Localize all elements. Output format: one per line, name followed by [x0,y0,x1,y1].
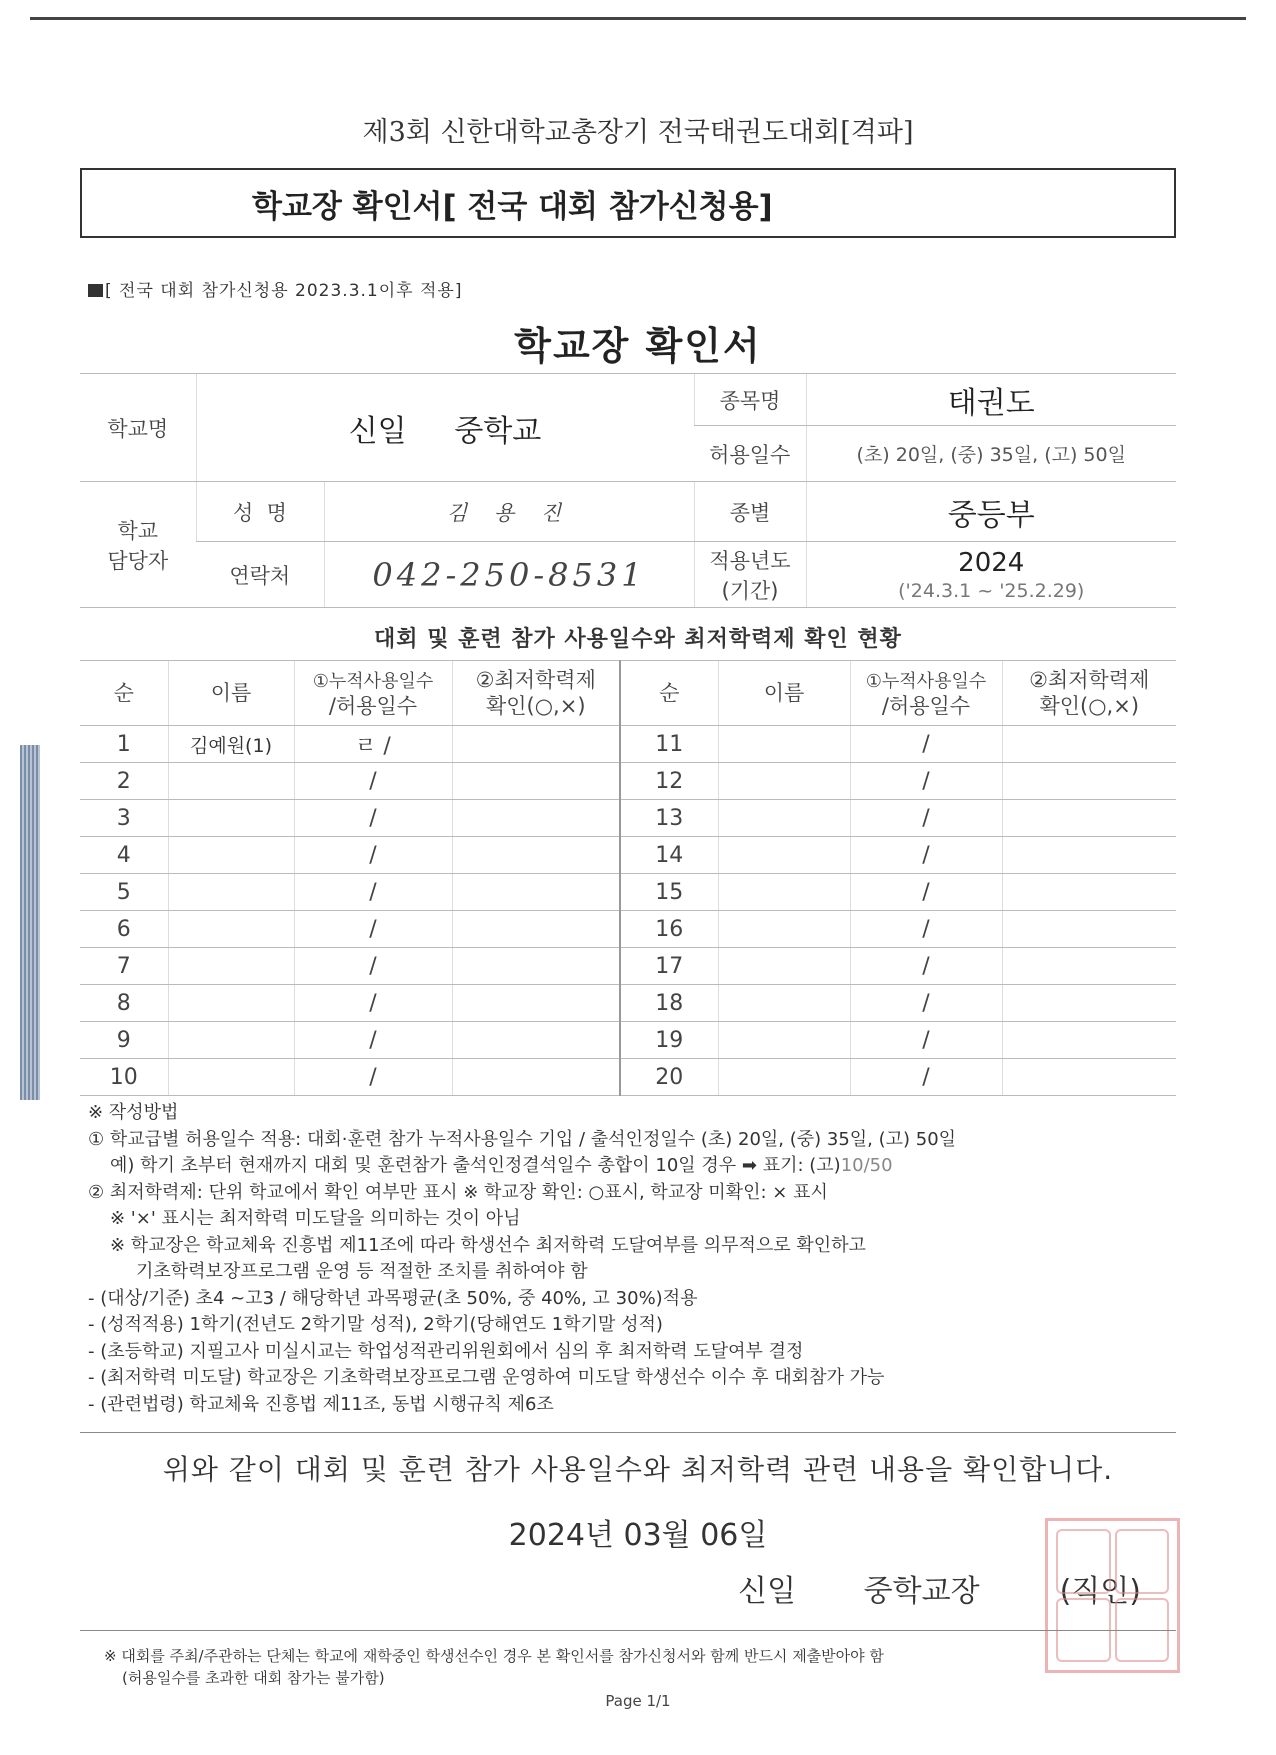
status-subtitle: 대회 및 훈련 참가 사용일수와 최저학력제 확인 현황 [374,627,902,652]
row-usage: / [294,948,452,985]
row-check [1002,726,1176,763]
guide-heading: ※ 작성방법 [88,1102,179,1123]
row-name [168,1059,294,1096]
roster-table [80,660,1176,1096]
signed-date: 2024년 03월 06일 [508,1518,768,1553]
check-header-line1: ②최저학력제 [475,667,596,692]
name-label: 성 명 [196,482,324,542]
row-name [718,911,850,948]
row-check [1002,948,1176,985]
row-check [452,837,620,874]
table-row [80,911,1176,948]
year-label-line1: 적용년도 [709,548,791,573]
row-usage: / [294,874,452,911]
row-check [452,800,620,837]
competition-title: 제3회 신한대학교총장기 전국태권도대회[격파] [362,117,914,148]
usage-header-line2: /허용일수 [881,694,971,719]
row-no: 16 [620,911,718,948]
row-no: 8 [80,985,168,1022]
row-no: 12 [620,763,718,800]
row-usage: / [294,800,452,837]
guide-item-1: ① 학교급별 허용일수 적용: 대회·훈련 참가 누적사용일수 기입 / 출석인정일수 (초) 20일, (중) 35일, (고) 50일 [88,1128,957,1150]
row-name [168,948,294,985]
row-name [168,1022,294,1059]
row-check [452,1059,620,1096]
row-name [718,763,850,800]
guide-rule-1: - (대상/기준) 초4 ~고3 / 해당학년 과목평균(초 50%, 중 40%, 고 30%)적용 [88,1287,698,1309]
row-no: 9 [80,1022,168,1059]
check-header-line1: ②최저학력제 [1029,667,1150,692]
row-usage: / [850,1022,1002,1059]
row-check [452,948,620,985]
document-boxed-title: 학교장 확인서[ 전국 대회 참가신청용] [80,168,1176,238]
principal-title: 신일 중학교장 [738,1574,980,1609]
row-usage: / [850,726,1002,763]
example-text: 예) 학기 초부터 현재까지 대회 및 훈련참가 출석인정결석일수 총합이 10일 경우 ➡ 표기: (고) [110,1155,841,1176]
row-check [452,911,620,948]
row-check [1002,985,1176,1022]
row-no: 13 [620,800,718,837]
school-info-table [80,373,1176,608]
row-check [452,763,620,800]
row-no: 6 [80,911,168,948]
year-value: 2024 [958,547,1025,578]
usage-header-line2: /허용일수 [328,694,418,719]
row-usage: / [850,837,1002,874]
row-usage: / [294,1059,452,1096]
row-name [168,911,294,948]
row-no: 4 [80,837,168,874]
row-name: 김예원(1) [168,726,294,763]
event-value: 태권도 [806,374,1176,426]
confirmation-statement: 위와 같이 대회 및 훈련 참가 사용일수와 최저학력 관련 내용을 확인합니다. [162,1453,1114,1486]
row-name [168,985,294,1022]
row-check [452,1022,620,1059]
phone-value: 042-250-8531 [324,542,694,608]
row-name [718,1059,850,1096]
row-name [718,800,850,837]
row-name [718,837,850,874]
row-no: 11 [620,726,718,763]
row-no: 19 [620,1022,718,1059]
row-check [1002,911,1176,948]
row-check [452,874,620,911]
table-row [80,800,1176,837]
row-check [1002,763,1176,800]
row-check [452,726,620,763]
table-row [80,763,1176,800]
row-usage: / [850,1059,1002,1096]
guide-item-1-example [88,1153,1188,1180]
col-usage-header [294,661,452,726]
row-usage: / [294,985,452,1022]
row-usage: / [294,911,452,948]
division-label: 종별 [694,482,806,542]
row-check [1002,800,1176,837]
event-label: 종목명 [694,374,806,426]
row-no: 7 [80,948,168,985]
check-header-line2: 확인(○,×) [485,694,586,718]
school-name-label: 학교명 [80,374,196,482]
footer-divider [80,1630,1176,1631]
table-row [80,1022,1176,1059]
seal-label: (직인) [1059,1574,1141,1609]
period-value: ('24.3.1 ~ '25.2.29) [898,579,1085,602]
row-check [452,985,620,1022]
table-row [80,985,1176,1022]
row-usage: / [850,874,1002,911]
year-cell [806,542,1176,608]
row-usage: / [850,985,1002,1022]
guide-rule-5: - (관련법령) 학교체육 진흥법 제11조, 동법 시행규칙 제6조 [88,1393,554,1415]
row-usage: / [294,763,452,800]
row-name [168,837,294,874]
row-name [718,726,850,763]
row-usage: ㄹ / [294,726,452,763]
row-check [1002,1059,1176,1096]
official-seal-stamp [1045,1518,1180,1673]
row-no: 18 [620,985,718,1022]
school-name-value: 신일 중학교 [196,374,694,482]
table-row [80,837,1176,874]
col-name-header: 이름 [718,661,850,726]
row-usage: / [850,911,1002,948]
writing-guide [88,1100,1188,1418]
row-no: 3 [80,800,168,837]
col-name-header: 이름 [168,661,294,726]
row-check [1002,874,1176,911]
row-check [1002,837,1176,874]
row-no: 10 [80,1059,168,1096]
usage-header-line1: ①누적사용일수 [865,670,987,692]
guide-note-2: ※ 학교장은 학교체육 진흥법 제11조에 따라 학생선수 최저학력 도달여부를 의무적으로 확인하고 [110,1234,866,1256]
section-divider [80,1432,1176,1433]
table-row [80,874,1176,911]
guide-rule-3: - (초등학교) 지필고사 미실시교는 학업성적관리위원회에서 심의 후 최저학력 도달여부 결정 [88,1340,804,1362]
row-name [718,985,850,1022]
year-label-line2: (기간) [721,578,779,603]
col-no-header: 순 [80,661,168,726]
contact-group-label [80,482,196,608]
row-usage: / [850,800,1002,837]
col-usage-header [850,661,1002,726]
allowed-days-label: 허용일수 [694,426,806,482]
row-usage: / [850,763,1002,800]
guide-note-2b: 기초학력보장프로그램 운영 등 적절한 조치를 취하여야 함 [136,1261,588,1282]
scan-top-border [30,17,1246,20]
footnote-line-1: ※ 대회를 주최/주관하는 단체는 학교에 재학중인 학생선수인 경우 본 확인서를 참가신청서와 함께 반드시 제출받아야 함 [104,1647,884,1665]
bullet-square-icon [88,284,103,297]
row-usage: / [294,1022,452,1059]
col-check-header [1002,661,1176,726]
table-row [80,948,1176,985]
guide-note-1: ※ '×' 표시는 최저학력 미도달을 의미하는 것이 아님 [110,1208,521,1229]
row-no: 1 [80,726,168,763]
row-no: 20 [620,1059,718,1096]
table-row [80,726,1176,763]
col-check-header [452,661,620,726]
row-check [1002,1022,1176,1059]
row-name [168,800,294,837]
guide-rule-4: - (최저학력 미도달) 학교장은 기초학력보장프로그램 운영하여 미도달 학생선수 이수 후 대회참가 가능 [88,1367,885,1388]
phone-label: 연락처 [196,542,324,608]
contact-label-line1: 학교 [117,518,159,543]
row-no: 17 [620,948,718,985]
notice-text: [ 전국 대회 참가신청용 2023.3.1이후 적용] [105,281,463,301]
row-name [718,948,850,985]
application-notice [88,276,462,301]
guide-item-2: ② 최저학력제: 단위 학교에서 확인 여부만 표시 ※ 학교장 확인: ○표시, 학교장 미확인: × 표시 [88,1181,828,1203]
row-name [168,763,294,800]
row-name [718,874,850,911]
roster-header-row [80,661,1176,726]
row-usage: / [850,948,1002,985]
row-usage: / [294,837,452,874]
contact-name-value: 김 용 진 [324,482,694,542]
footnote-line-2: (허용일수를 초과한 대회 참가는 불가함) [122,1669,385,1687]
footnote [104,1645,884,1689]
allowed-days-value: (초) 20일, (중) 35일, (고) 50일 [806,426,1176,482]
guide-rule-2: - (성적적용) 1학기(전년도 2학기말 성적), 2학기(당해연도 1학기말 성적) [88,1314,663,1335]
row-no: 2 [80,763,168,800]
main-title: 학교장 확인서 [514,324,762,368]
row-name [168,874,294,911]
contact-label-line2: 담당자 [107,548,169,573]
row-name [718,1022,850,1059]
row-no: 15 [620,874,718,911]
row-no: 14 [620,837,718,874]
row-no: 5 [80,874,168,911]
division-value: 중등부 [806,482,1176,542]
page-number: Page 1/1 [605,1692,671,1710]
year-label [694,542,806,608]
table-row [80,1059,1176,1096]
usage-header-line1: ①누적사용일수 [312,670,434,692]
example-value: 10/50 [840,1155,893,1176]
scan-edge-strip [20,745,40,1100]
col-no-header: 순 [620,661,718,726]
check-header-line2: 확인(○,×) [1039,694,1140,718]
